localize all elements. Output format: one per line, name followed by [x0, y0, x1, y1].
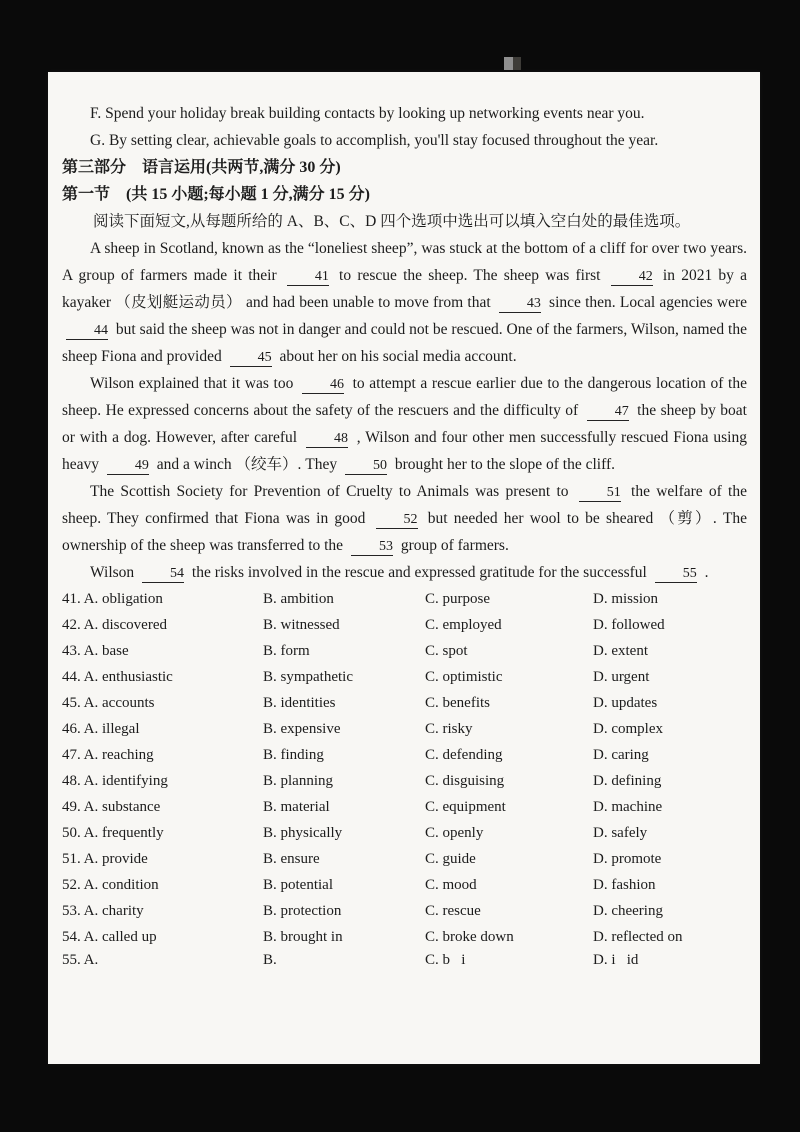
option-cell: B. finding	[263, 747, 324, 763]
option-cell: C. equipment	[425, 799, 506, 815]
option-row	[62, 924, 749, 950]
option-row	[62, 716, 749, 742]
option-row	[62, 586, 749, 612]
scan-speck-artifact	[504, 57, 521, 70]
option-cell: D. fashion	[593, 877, 656, 893]
cloze-blank-45: 45	[230, 349, 272, 367]
option-row	[62, 794, 749, 820]
section1-heading: 第一节 (共 15 小题;每小题 1 分,满分 15 分)	[62, 186, 370, 203]
option-cell: 44. A. enthusiastic	[62, 669, 173, 685]
passage-paragraph: Wilson explained that it was too 46 to attempt a rescue earlier due to the dangerous location of the sheep. He expressed concerns about the safety of the rescuers and the difficulty of 47 the sheep by boat or with a dog. However, after careful 48 , Wilson and four other men successfully rescued Fiona using heavy 49 and a winch （绞车）. They 50 brought her to the slope of the cliff.	[62, 375, 747, 473]
option-cell: D. urgent	[593, 669, 650, 685]
page-content	[48, 72, 760, 968]
cloze-blank-55: 55	[655, 565, 697, 583]
option-cell: 53. A. charity	[62, 903, 144, 919]
matching-option-line: G. By setting clear, achievable goals to accomplish, you'll stay focused throughout the year.	[90, 132, 659, 149]
option-row	[62, 690, 749, 716]
option-row	[62, 898, 749, 924]
option-cell: 55. A.	[62, 952, 99, 968]
option-cell: B. potential	[263, 877, 333, 893]
passage-paragraph: Wilson 54 the risks involved in the rescue and expressed gratitude for the successful 55 .	[90, 564, 709, 581]
cloze-instructions: 阅读下面短文,从每题所给的 A、B、C、D 四个选项中选出可以填入空白处的最佳选项。	[93, 213, 691, 230]
option-cell: B. identities	[263, 695, 336, 711]
option-cell: B. form	[263, 643, 310, 659]
option-row	[62, 612, 749, 638]
option-cell: B. expensive	[263, 721, 341, 737]
cloze-blank-42: 42	[611, 268, 653, 286]
cloze-blank-49: 49	[107, 457, 149, 475]
option-row	[62, 820, 749, 846]
cloze-blank-44: 44	[66, 322, 108, 340]
option-cell: D. complex	[593, 721, 663, 737]
cloze-blank-50: 50	[345, 457, 387, 475]
option-cell: D. machine	[593, 799, 663, 815]
option-cell: B. protection	[263, 903, 342, 919]
cloze-blank-41: 41	[287, 268, 329, 286]
option-cell: D. followed	[593, 617, 665, 633]
passage-paragraph: A sheep in Scotland, known as the “loneliest sheep”, was stuck at the bottom of a cliff for over two years. A group of farmers made it their 41 to rescue the sheep. The sheep was first 42 in 2021 by a kayaker （皮划艇运动员） and had been unable to move from that 43 since then. Local agencies were 44 but said the sheep was not in danger and could not be rescued. One of the farmers, Wilson, named the sheep Fiona and provided 45 about her on his social media account.	[62, 240, 748, 365]
cloze-blank-46: 46	[302, 376, 344, 394]
option-cell: 41. A. obligation	[62, 591, 163, 607]
option-cell: 48. A. identifying	[62, 773, 168, 789]
option-cell: C. employed	[425, 617, 502, 633]
option-cell: C. rescue	[425, 903, 481, 919]
option-cell: D. defining	[593, 773, 662, 789]
option-cell: B. witnessed	[263, 617, 340, 633]
option-cell: 46. A. illegal	[62, 721, 140, 737]
cloze-blank-47: 47	[587, 403, 629, 421]
option-cell: B. brought in	[263, 929, 343, 945]
option-row-partial	[62, 950, 749, 968]
cloze-blank-52: 52	[376, 511, 418, 529]
option-cell: C. risky	[425, 721, 473, 737]
option-cell: 52. A. condition	[62, 877, 159, 893]
passage-paragraph: The Scottish Society for Prevention of Cruelty to Animals was present to 51 the welfare of the sheep. They confirmed that Fiona was in good 52 but needed her wool to be sheared （剪）. The ownership of the sheep was transferred to the 53 group of farmers.	[62, 483, 747, 554]
option-cell: C. guide	[425, 851, 476, 867]
part3-heading: 第三部分 语言运用(共两节,满分 30 分)	[62, 159, 341, 176]
option-cell: C. openly	[425, 825, 484, 841]
cloze-blank-53: 53	[351, 538, 393, 556]
option-row	[62, 742, 749, 768]
option-cell: 50. A. frequently	[62, 825, 164, 841]
cloze-blank-48: 48	[306, 430, 348, 448]
options-table	[62, 586, 749, 968]
option-cell: 54. A. called up	[62, 929, 157, 945]
option-cell: 51. A. provide	[62, 851, 148, 867]
option-cell: D. promote	[593, 851, 662, 867]
option-cell: D. caring	[593, 747, 649, 763]
cloze-blank-54: 54	[142, 565, 184, 583]
matching-option-line: F. Spend your holiday break building contacts by looking up networking events near you.	[90, 105, 645, 122]
option-row	[62, 846, 749, 872]
option-cell: C. mood	[425, 877, 477, 893]
fg-list	[90, 100, 742, 154]
option-cell: D. safely	[593, 825, 648, 841]
option-cell: B. material	[263, 799, 330, 815]
option-cell: B.	[263, 952, 277, 968]
option-cell: D. i id	[593, 952, 639, 968]
option-cell: B. physically	[263, 825, 343, 841]
option-cell: C. benefits	[425, 695, 490, 711]
option-cell: C. b i	[425, 952, 466, 968]
option-cell: B. ensure	[263, 851, 320, 867]
option-cell: 49. A. substance	[62, 799, 161, 815]
option-cell: C. broke down	[425, 929, 514, 945]
option-row	[62, 638, 749, 664]
option-cell: 43. A. base	[62, 643, 129, 659]
option-cell: C. optimistic	[425, 669, 503, 685]
option-cell: D. mission	[593, 591, 659, 607]
option-cell: B. planning	[263, 773, 333, 789]
cloze-passage	[62, 235, 749, 586]
option-cell: 47. A. reaching	[62, 747, 154, 763]
cloze-blank-43: 43	[499, 295, 541, 313]
option-cell: 42. A. discovered	[62, 617, 167, 633]
option-cell: C. disguising	[425, 773, 505, 789]
option-cell: C. defending	[425, 747, 503, 763]
option-cell: C. purpose	[425, 591, 490, 607]
option-cell: D. updates	[593, 695, 658, 711]
option-row	[62, 664, 749, 690]
option-cell: B. ambition	[263, 591, 334, 607]
option-cell: B. sympathetic	[263, 669, 353, 685]
option-row	[62, 768, 749, 794]
option-cell: D. reflected on	[593, 929, 683, 945]
cloze-blank-51: 51	[579, 484, 621, 502]
option-row	[62, 872, 749, 898]
option-cell: D. cheering	[593, 903, 663, 919]
option-cell: D. extent	[593, 643, 648, 659]
option-cell: C. spot	[425, 643, 468, 659]
option-cell: 45. A. accounts	[62, 695, 155, 711]
exam-page	[48, 72, 760, 1064]
